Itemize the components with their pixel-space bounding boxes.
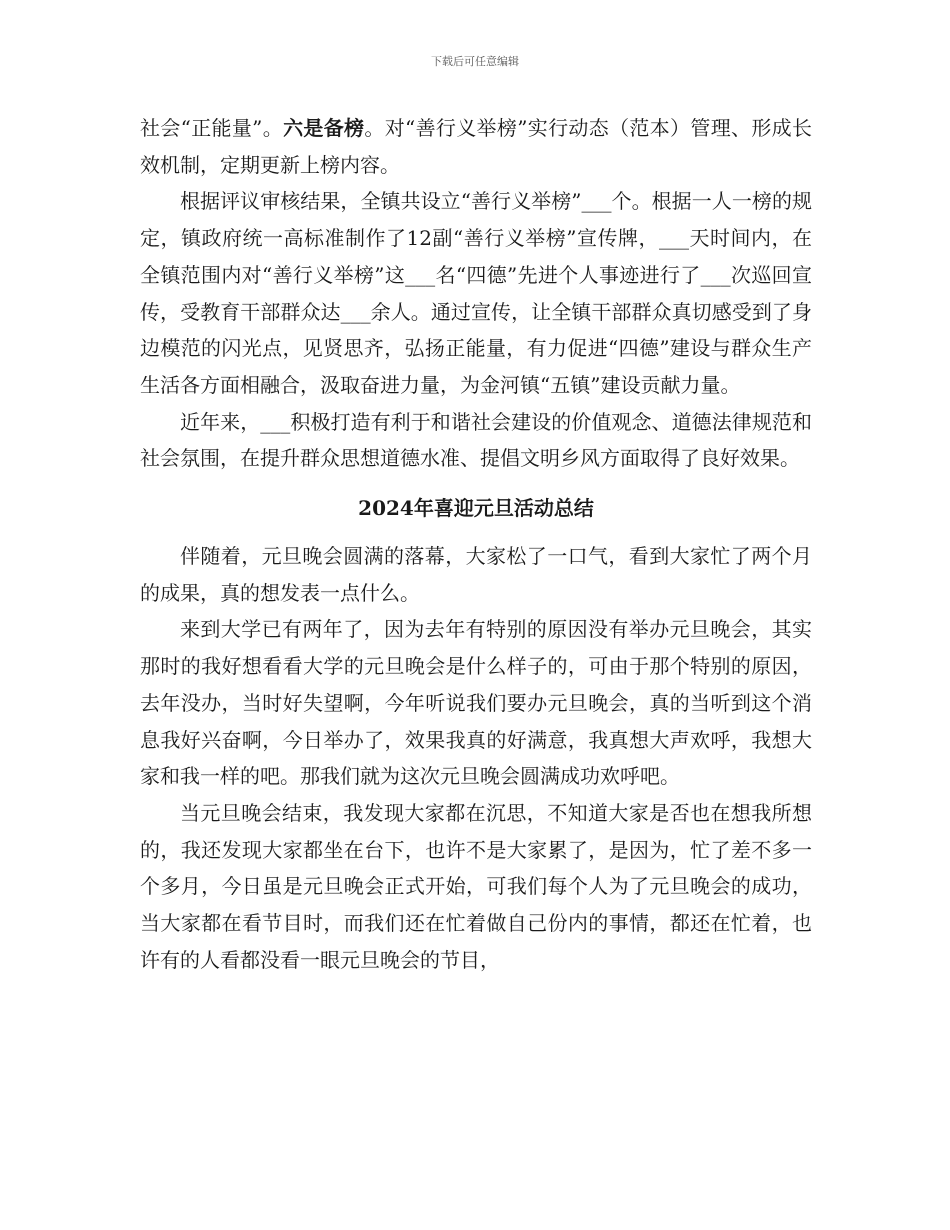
page-header-note: 下载后可任意编辑	[431, 55, 519, 68]
section-title: 2024年喜迎元旦活动总结	[358, 496, 594, 521]
document-body	[140, 110, 812, 978]
paragraph-recent-years: 近年来，___积极打造有利于和谐社会建设的价值观念、道德法律规范和社会氛围，在提升群众思想道德水准、提倡文明乡风方面取得了良好效果。	[140, 409, 812, 471]
paragraph-university-years: 来到大学已有两年了，因为去年有特别的原因没有举办元旦晚会，其实那时的我好想看看大学的元旦晚会是什么样子的，可由于那个特别的原因，去年没办，当时好失望啊，今年听说我们要办元旦晚会，真的当听到这个消息我好兴奋啊，今日举办了，效果我真的好满意，我真想大声欢呼，我想大家和我一样的吧。那我们就为这次元旦晚会圆满成功欢呼吧。	[140, 617, 812, 789]
paragraph-text: 。对“善行义举榜”实行动态（范本）管理、形成长效机制，定期更新上榜内容。	[140, 116, 813, 177]
bold-phrase: 六是备榜	[283, 116, 365, 140]
paragraph-gala-ending: 伴随着，元旦晚会圆满的落幕，大家松了一口气，看到大家忙了两个月的成果，真的想发表一点什么。	[140, 544, 812, 605]
paragraph-after-gala: 当元旦晚会结束，我发现大家都在沉思，不知道大家是否也在想我所想的，我还发现大家都坐在台下，也许不是大家累了，是因为，忙了差不多一个多月，今日虽是元旦晚会正式开始，可我们每个人为了元旦晚会的成功，当大家都在看节目时，而我们还在忙着做自己份内的事情，都还在忙着，也许有的人看都没看一眼元旦晚会的节目，	[140, 800, 812, 972]
paragraph-review-results: 根据评议审核结果，全镇共设立“善行义举榜”___个。根据一人一榜的规定，镇政府统一高标准制作了12副“善行义举榜”宣传牌，___天时间内，在全镇范围内对“善行义举榜”这___名“四德”先进个人事迹进行了___次巡回宣传，受教育干部群众达___余人。通过宣传，让全镇干部群众真切感受到了身边模范的闪光点，见贤思齐，弘扬正能量，有力促进“四德”建设与群众生产生活各方面相融合，汲取奋进力量，为金河镇“五镇”建设贡献力量。	[140, 189, 812, 397]
paragraph-backup-list	[140, 110, 812, 183]
paragraph-text: 社会“正能量”。	[140, 116, 284, 140]
